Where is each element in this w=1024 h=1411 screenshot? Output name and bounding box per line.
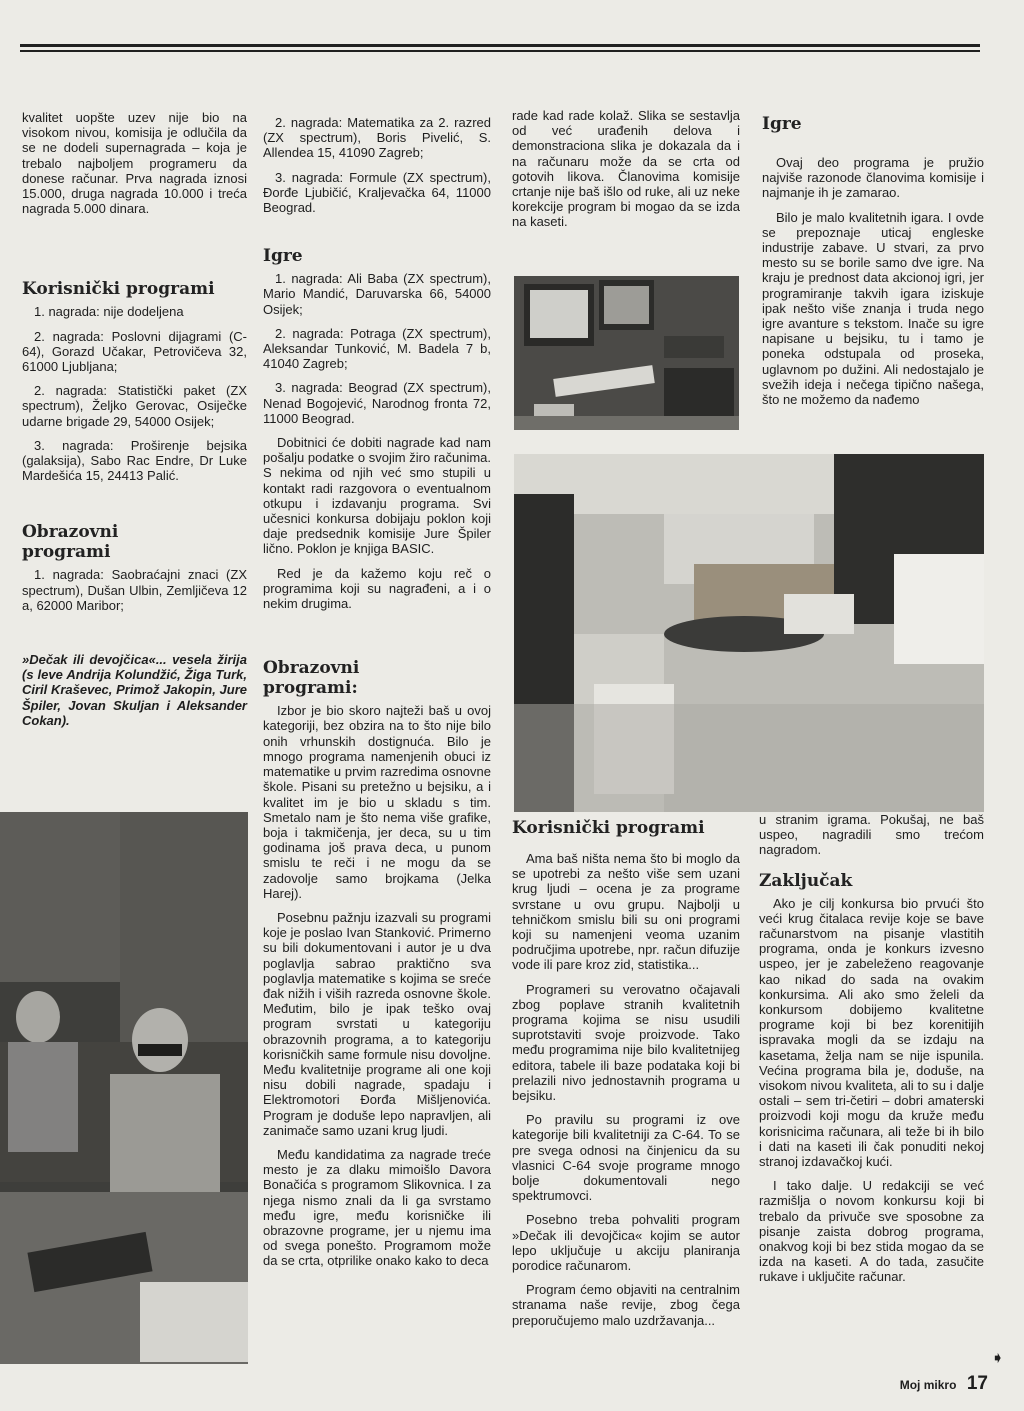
award-item: 1. nagrada: Saobraćajni znaci (ZX spectrum), Dušan Ulbin, Zemljičeva 12 a, 62000 Maribor; <box>22 567 247 613</box>
body-text: u stranim igrama. Pokušaj, ne baš uspeo, nagradili smo trećom nagradom. <box>759 812 984 858</box>
page-number: 17 <box>966 1373 988 1394</box>
section-heading: Obrazovni programi <box>22 522 119 563</box>
continue-arrow-icon: ➧ <box>991 1350 1005 1367</box>
body-text: Ama baš ništa nema što bi moglo da se upotrebi za nešto više sem uzani krug ljudi – ocena je za programe svrstane u ovu grupu. Najbolji u tehničkom smislu bili su oni programi koji su namenjeni veoma uzanim područjima upotrebe, npr. račun difuzije vode ili pare kroz zid, statistika... <box>512 851 740 973</box>
column-5 <box>512 818 740 1337</box>
award-item: 3. nagrada: Proširenje bejsika (galaksija), Sabo Rac Endre, Dr Luke Mardešića 15, 24413 Palić. <box>22 437 247 484</box>
photo-jury <box>0 812 248 1364</box>
photo-caption <box>22 652 247 728</box>
photo-computers-image <box>514 276 739 430</box>
section-heading: Zaključak <box>759 870 853 891</box>
magazine-name: Moj mikro <box>899 1378 957 1392</box>
body-text: Po pravilu su programi iz ove kategorije bili kvalitetniji za C-64. To se pre svega odnosi na činjenicu da su vlasnici C-64 svoje programe mnogo bolje dokumentovali nego spektrumovci. <box>512 1112 740 1204</box>
page-footer <box>900 1373 988 1395</box>
award-item: 3. nagrada: Formule (ZX spectrum), Đorđe Ljubičić, Kraljevačka 64, 11000 Beograd. <box>263 169 491 216</box>
body-text: Programeri su verovatno očajavali zbog poplave stranih kvalitetnih programa kojima se nisu usudili suprotstaviti svoje proizvode. Tako među programima nije bilo kvalitetnijeg editora, tabele ili baze podataka koji bi prelazili nivo jednostavnih programa u bejsiku. <box>512 981 740 1104</box>
section-heading: Igre <box>263 246 303 267</box>
column-4 <box>762 114 984 416</box>
body-text: I tako dalje. U redakciji se već razmišlja o novom konkursu koji bi trebalo da privuče sve sposobne za pisanje zaista dobrog programa, onakvog koji bi bez stida mogao da se izda na kaseti. A do tada, zasučite rukave i uključite računar. <box>759 1178 984 1285</box>
award-item: 1. nagrada: Ali Baba (ZX spectrum), Mario Mandić, Daruvarska 66, 54000 Osijek; <box>263 271 491 317</box>
photo-office-floor-image <box>514 454 984 812</box>
caption-text: »Dečak ili devojčica«... vesela žirija (s leve Andrija Kolundžić, Žiga Turk, Ciril Kraševec, Primož Jakopin, Jure Špiler, Jovan Skuljan i Aleksander Cokan). <box>22 652 247 728</box>
column-3 <box>512 108 740 239</box>
body-text: Ako je cilj konkursa bio prvući što veći krug čitalaca revije koje se bave računarstvom na pisanje vlastitih programa, onda je konkurs izvesno uspeo, jer je zabeleženo reagovanje kao nikad do sada na ovakim konkursima. Ali ako smo želeli da konkursom dobijemo kvalitetne programe koji bi bez korenitijih ispravaka mogli da se izdaju na kasetama, želja nam se nije ispunila. Većina programa bila je, doduše, na visokom nivou kvaliteta, ali to su i dalje ostali – sem tri-četiri – dobri amaterski proizvodi koji mogu da kruže među korisnicima računara, ali teže bi ih bilo i dati na kaseti ili čak ponuditi nekoj stranoj izdavačkoj kući. <box>759 895 984 1170</box>
body-text: Red je da kažemo koju reč o programima koji su nagrađeni, a i o nekim drugima. <box>263 565 491 612</box>
body-text: Izbor je bio skoro najteži baš u ovoj kategoriji, bez obzira na to što nije bilo onih vrhunskih dostignuća. Bilo je mnogo programa namenjenih obuci iz matematike u prvim razredima osnovne škole. Pisani su pretežno u bejsiku, a i kvalitet im je bio u skladu s tim. Smetalo nam je što nema više grafike, boja i takmičenja, jer deca, su u tim godinama još prava deca, u punom smislu te reči i ne mogu da se zadovolje samo brojkama (Jelka Harej). <box>263 703 491 901</box>
photo-computers <box>514 276 739 430</box>
section-heading: Obrazovni programi: <box>263 658 360 699</box>
body-text: kvalitet uopšte uzev nije bio na visokom nivou, komisija je odlučila da se ne dodeli supernagrada – koja je trebalo najboljem programeru da donese računar. Prva nagrada iznosi 15.000, druga nagrada 10.000 i treća nagrada 5.000 dinara. <box>22 110 247 217</box>
award-item: 2. nagrada: Poslovni dijagrami (C-64), Gorazd Učakar, Petrovičeva 32, 61000 Ljubljana; <box>22 328 247 375</box>
column-2 <box>263 115 491 1278</box>
top-rule-thin <box>20 50 980 52</box>
section-heading: Korisnički programi <box>22 279 215 300</box>
photo-office-floor <box>514 454 984 812</box>
body-text: rade kad rade kolaž. Slika se sestavlja od već urađenih delova i demonstraciona slika je dokazala da i na računaru može da se crta od gotovih likova. Članovima komisije crtanje nije baš išlo od ruke, ali uz neke korekcije program bi mogao da se izda na kaseti. <box>512 108 740 230</box>
body-text: Ovaj deo programa je pružio najviše razonode članovima komisije i najmanje ih je zamarao. <box>762 155 984 201</box>
photo-jury-image <box>0 812 248 1364</box>
award-item: 3. nagrada: Beograd (ZX spectrum), Nenad Bogojević, Narodnog fronta 72, 11000 Beograd. <box>263 380 491 426</box>
column-6 <box>759 812 984 1294</box>
column-1 <box>22 110 247 737</box>
body-text: Dobitnici će dobiti nagrade kad nam pošalju podatke o svojim žiro računima. S nekima od njih već smo stupili u kontakt radi razgovora o eventualnom otkupu i izdavanju programa. Svi učesnici konkursa dobijaju poklon koji daje predsednik komisije Jure Špiler lično. Poklon je knjiga BASIC. <box>263 435 491 557</box>
body-text: Posebnu pažnju izazvali su programi koje je poslao Ivan Stanković. Primerno su bili dokumentovani i autor je u dva poglavlja sabrao praktično sva poglavlja matematike s kojima se sreće đak nižih i viših razreda osnovne škole. Međutim, bilo je ipak teško ovaj program svrstati u kategoriju obrazovnih programa, a to kategoriju korisničkih same formule nisu dovoljne. Među kvalitetnije programe ali one koji nisu dobili nagrade, spadaju i Elektromotori Đorđa Mišljenovića. Program je doduše lepo napravljen, ali zanimače samo uzani krug ljudi. <box>263 909 491 1138</box>
top-rule <box>20 44 980 47</box>
award-item: 2. nagrada: Statistički paket (ZX spectrum), Željko Gerovac, Osiječke udarne brigade 29, 54000 Osijek; <box>22 383 247 429</box>
body-text: Među kandidatima za nagrade treće mesto je za dlaku mimoišlo Davora Bonačića s programom Slikovnica. I za njega nismo znali da li ga svrstamo među igre, među korisničke ili obrazovne programe, jer u njemu ima od svega ponešto. Programom može da se crta, otprilike onako kako to deca <box>263 1146 491 1269</box>
body-text: Posebno treba pohvaliti program »Dečak ili devojčica« kojim se autor lepo uključuje u akciju planiranja porodice računarom. <box>512 1212 740 1274</box>
section-heading: Korisnički programi <box>512 818 705 838</box>
body-text: Bilo je malo kvalitetnih igara. I ovde se prepoznaje uticaj engleske industrije zabave. U stvari, za prvo mesto su se borile samo dve igre. Na kraju je prednost data akcionoj igri, jer programiranje takvih igara iziskuje ipak nešto više znanja i truda nego igre avanture s tekstom. Inače su igre napisane u bejsiku, tu i tamo je poneka odstupala od proseka, uglavnom po dužini. Ali nedostajalo je svežih ideja i nečega tipično našega, što ne možemo da nađemo <box>762 209 984 408</box>
award-item: 1. nagrada: nije dodeljena <box>34 304 184 320</box>
award-item: 2. nagrada: Matematika za 2. razred (ZX spectrum), Boris Pivelić, S. Allendea 15, 41090 Zagreb; <box>263 115 491 161</box>
award-item: 2. nagrada: Potraga (ZX spectrum), Aleksandar Tunković, M. Badela 7 b, 41040 Zagreb; <box>263 325 491 372</box>
section-heading: Igre <box>762 114 802 134</box>
body-text: Program ćemo objaviti na centralnim stranama naše revije, zbog čega preporučujemo malo uzdržavanja... <box>512 1282 740 1328</box>
